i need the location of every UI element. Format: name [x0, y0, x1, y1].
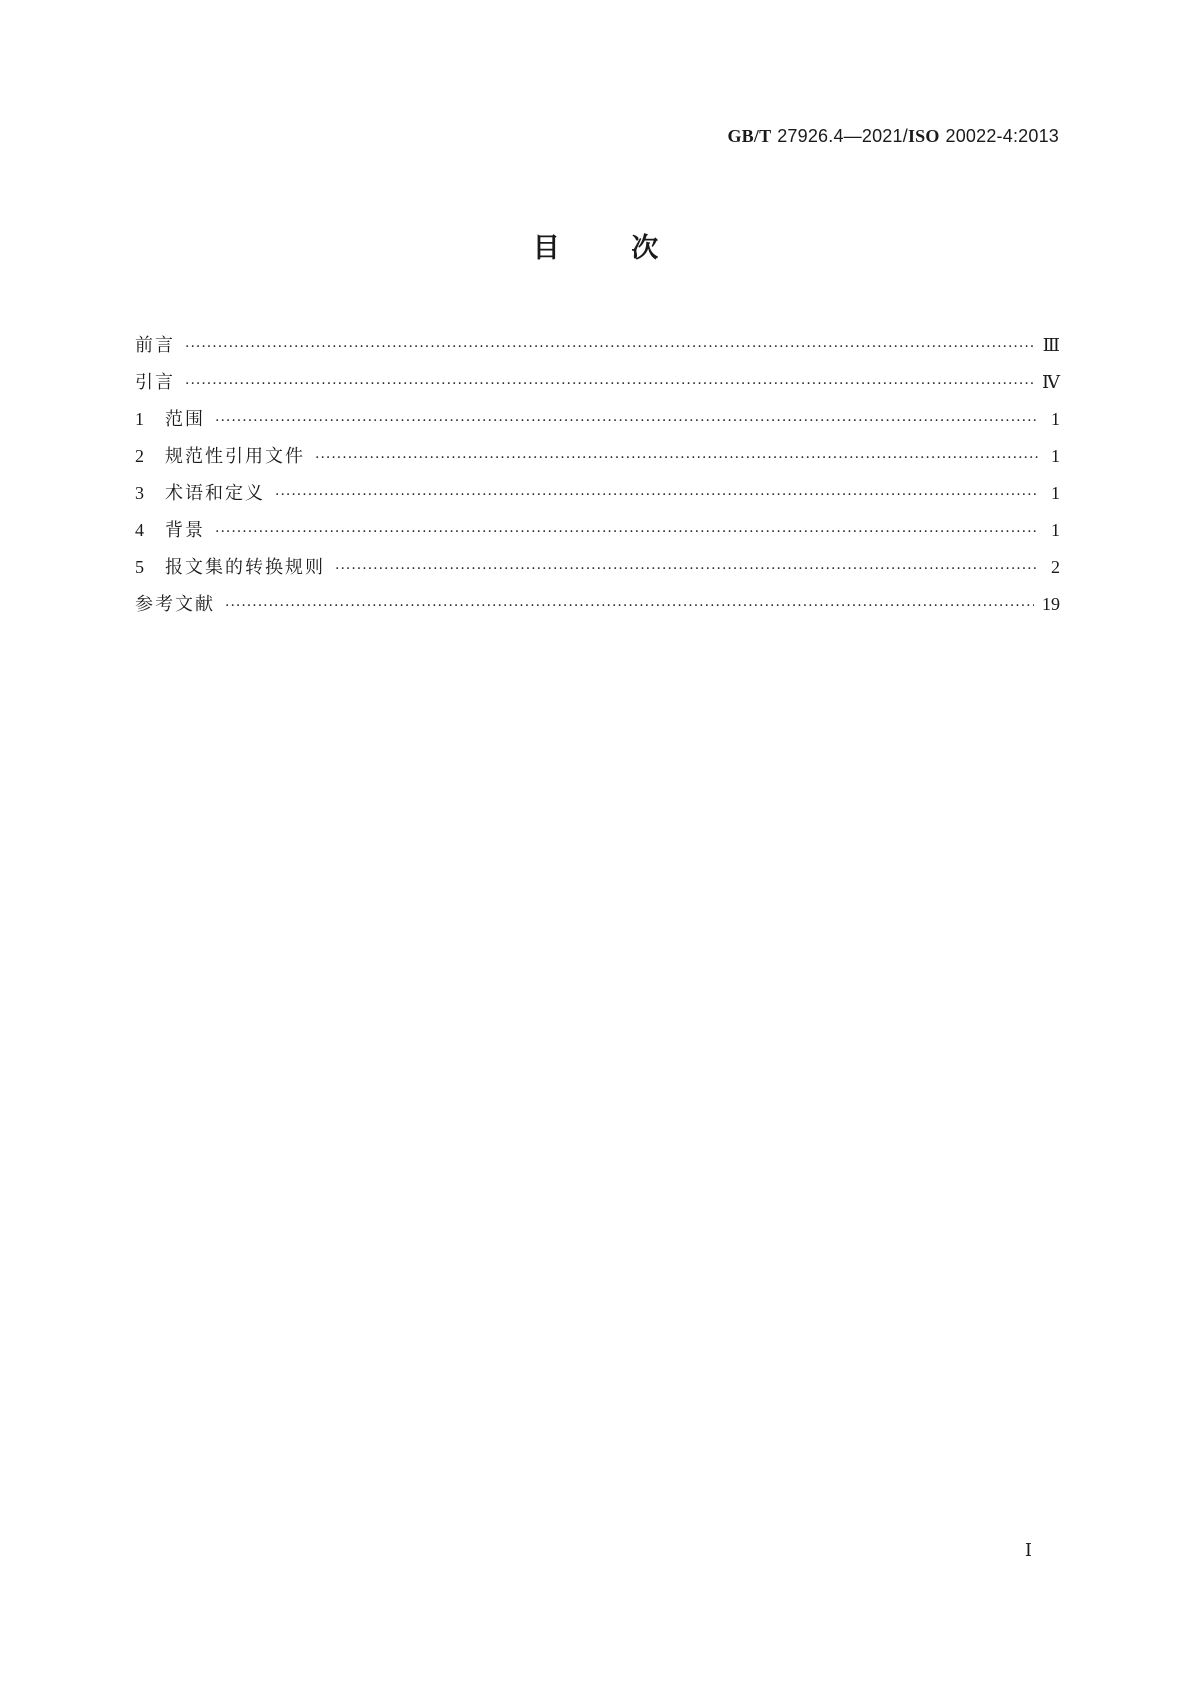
toc-entry-page: Ⅲ — [1042, 335, 1060, 355]
toc-entry-label: 前言 — [135, 335, 175, 356]
toc-leader-dots — [185, 366, 1034, 403]
toc-entry-page: 1 — [1051, 483, 1060, 503]
toc-entry-label: 术语和定义 — [165, 483, 265, 504]
toc-entry-number: 2 — [135, 446, 144, 466]
toc-leader-dots — [335, 551, 1038, 588]
toc-entry-number: 5 — [135, 557, 144, 577]
toc-entry-number: 4 — [135, 520, 144, 540]
iso-prefix: ISO — [907, 126, 940, 146]
toc-entry-page: 19 — [1042, 594, 1060, 614]
toc-entry-label: 范围 — [165, 409, 205, 430]
toc-entry-page: 1 — [1051, 446, 1060, 466]
toc-leader-dots — [185, 329, 1035, 366]
page-title: 目 次 — [532, 233, 659, 264]
toc-entry-foreword[interactable] — [135, 327, 1060, 364]
toc-entry-label: 规范性引用文件 — [165, 446, 305, 467]
toc-leader-dots — [275, 477, 1038, 514]
toc-entry-page: 1 — [1051, 520, 1060, 540]
table-of-contents — [135, 327, 1060, 623]
toc-entry-label: 报文集的转换规则 — [165, 557, 325, 578]
toc-entry-scope[interactable] — [135, 401, 1060, 438]
toc-entry-background[interactable] — [135, 512, 1060, 549]
toc-entry-page: Ⅳ — [1042, 372, 1060, 392]
toc-leader-dots — [215, 514, 1038, 551]
toc-entry-number: 3 — [135, 483, 144, 503]
toc-entry-bibliography[interactable] — [135, 586, 1060, 623]
toc-entry-number: 1 — [135, 409, 144, 429]
standard-number: 27926.4—2021/ — [777, 126, 908, 146]
toc-entry-label: 引言 — [135, 372, 175, 393]
toc-entry-introduction[interactable] — [135, 364, 1060, 401]
toc-entry-label: 背景 — [165, 520, 205, 541]
toc-entry-label: 参考文献 — [135, 594, 215, 615]
iso-number: 20022-4:2013 — [945, 126, 1059, 146]
toc-entry-normative-references[interactable] — [135, 438, 1060, 475]
toc-leader-dots — [315, 440, 1038, 477]
toc-entry-page: 1 — [1051, 409, 1060, 429]
toc-leader-dots — [225, 588, 1034, 625]
toc-entry-page: 2 — [1051, 557, 1060, 577]
toc-leader-dots — [215, 403, 1038, 440]
page-number: Ⅰ — [1024, 1540, 1032, 1560]
toc-entry-conversion-rules[interactable] — [135, 549, 1060, 586]
standard-prefix: GB/T — [727, 126, 772, 146]
standard-header — [727, 126, 1059, 147]
toc-entry-terms-and-definitions[interactable] — [135, 475, 1060, 512]
